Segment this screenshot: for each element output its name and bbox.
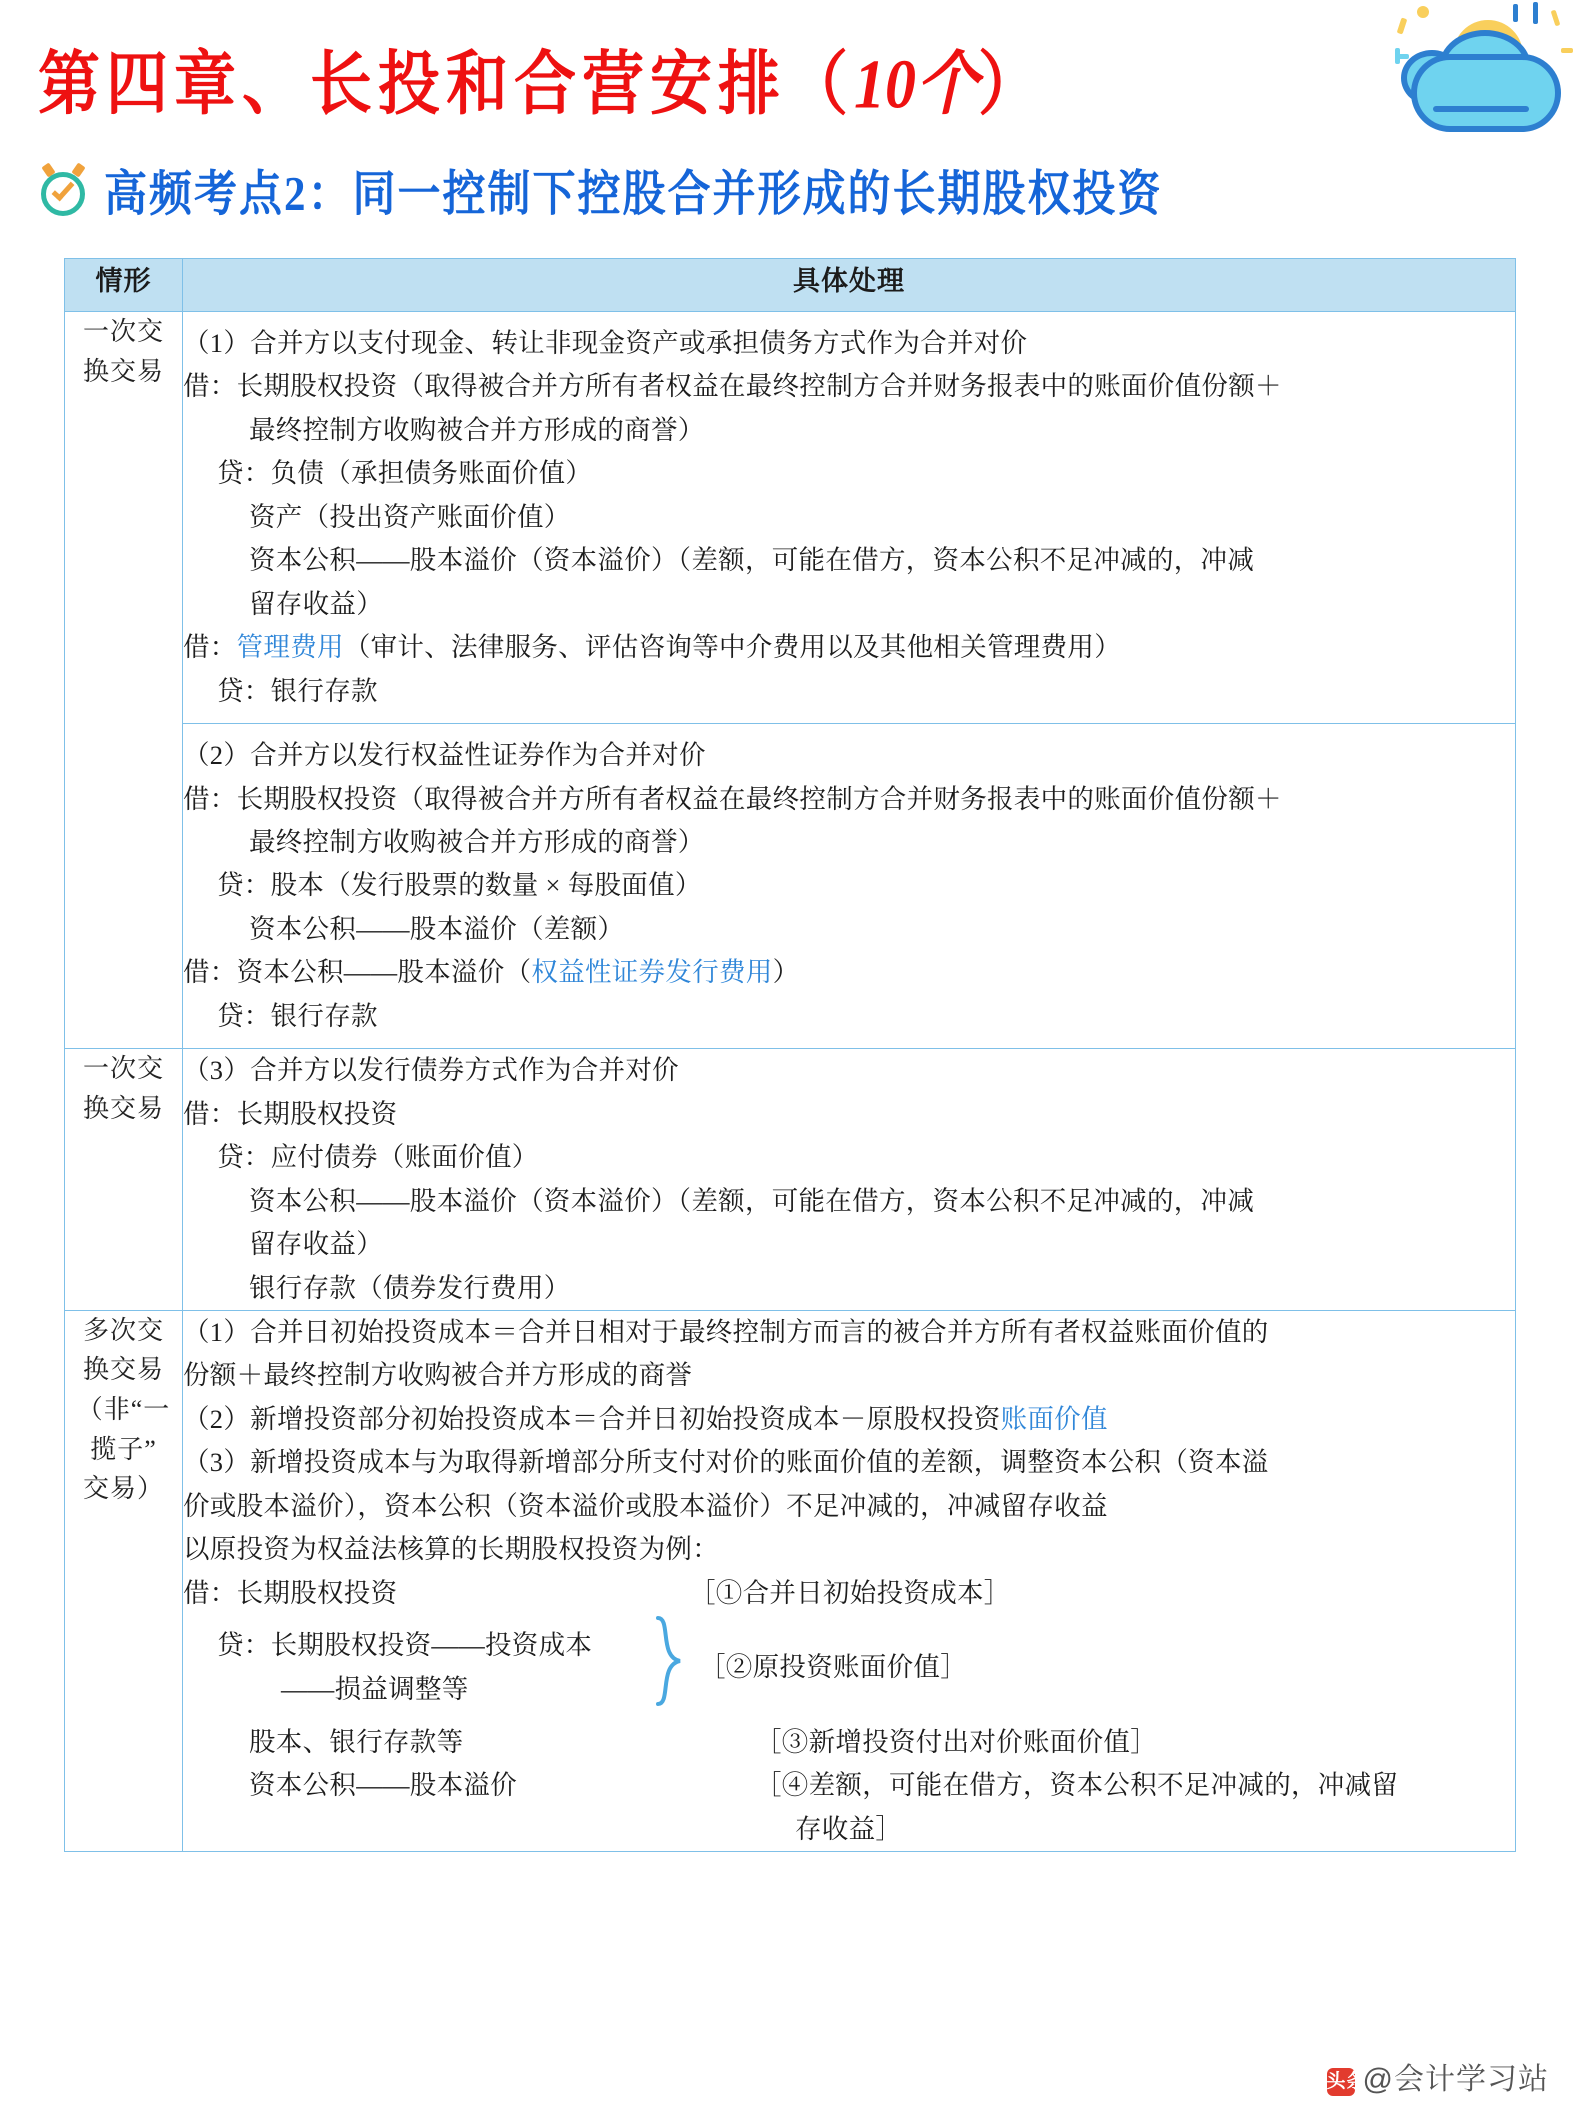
table-row: [65, 1049, 1516, 1311]
treatment-line: （2）新增投资部分初始投资成本＝合并日初始投资成本－原股权投资账面价值: [183, 1403, 1108, 1434]
journal-entry-note: ［③新增投资付出对价账面价值］: [755, 1726, 1157, 1757]
treatment-line: （1）合并方以支付现金、转让非现金资产或承担债务方式作为合并对价: [183, 328, 1028, 358]
treatment-cell: [183, 312, 1516, 724]
case-label-line: 多次交: [82, 1315, 164, 1345]
case-label-line: （非“一: [76, 1395, 171, 1424]
journal-entry-account: 贷：长期股权投资——投资成本: [217, 1630, 593, 1661]
watermark-badge: 头条: [1327, 2068, 1355, 2096]
highlighted-term: 权益性证券发行费用: [531, 957, 773, 988]
journal-entry-block: [183, 1572, 1515, 1851]
brace-icon: [653, 1572, 689, 1615]
treatment-line: 留存收益）: [249, 1229, 383, 1260]
treatment-line: 资本公积——股本溢价（资本溢价）（差额，可能在借方，资本公积不足冲减的，冲减: [249, 1185, 1255, 1216]
braced-entry-group: [183, 1615, 1515, 1720]
brace-icon: [719, 1764, 755, 1807]
treatment-line: 最终控制方收购被合并方形成的商誉）: [249, 414, 705, 445]
clock-check-icon: [38, 164, 92, 218]
journal-entry-note: ［④差额，可能在借方，资本公积不足冲减的，冲减留: [755, 1770, 1399, 1801]
column-header-case: 情形: [65, 259, 183, 312]
treatment-line: 贷：负债（承担债务账面价值）: [217, 458, 593, 489]
treatment-line: （3）合并方以发行债券方式作为合并对价: [183, 1055, 679, 1086]
journal-entry-row: [183, 1721, 1515, 1764]
case-label-line: 换交易: [82, 1355, 164, 1385]
case-label-cell: [65, 1310, 183, 1851]
watermark-text: @会计学习站: [1362, 2063, 1549, 2096]
braced-accounts: [183, 1624, 653, 1711]
journal-entry-row: [183, 1572, 1515, 1615]
table-header-row: [65, 259, 1516, 312]
treatment-cell: [183, 724, 1516, 1049]
journal-entry-account: 股本、银行存款等: [249, 1726, 464, 1757]
column-header-treatment: 具体处理: [183, 259, 1516, 312]
highlighted-term: 管理费用: [236, 632, 344, 663]
brace-icon: [719, 1721, 755, 1764]
treatment-line: 银行存款（债券发行费用）: [249, 1272, 571, 1303]
brace-icon: [719, 1808, 755, 1851]
treatment-line: 最终控制方收购被合并方形成的商誉）: [249, 826, 705, 857]
journal-entry-account: 资本公积——股本溢价: [249, 1770, 517, 1801]
treatment-line: 以原投资为权益法核算的长期股权投资为例：: [183, 1534, 719, 1565]
treatment-line: （2）合并方以发行权益性证券作为合并对价: [183, 740, 706, 771]
treatment-line: 借：资本公积——股本溢价（权益性证券发行费用）: [183, 957, 800, 988]
case-label-line: 揽子”: [90, 1434, 157, 1464]
case-label-line: 换交易: [82, 1093, 164, 1123]
case-label-line: 交易）: [82, 1474, 164, 1504]
kaodian-label: 高频考点2：同一控制下控股合并形成的长期股权投资: [104, 168, 1163, 222]
treatment-line: （1）合并日初始投资成本＝合并日相对于最终控制方而言的被合并方所有者权益账面价值的: [183, 1316, 1269, 1347]
journal-entry-note: 存收益］: [795, 1813, 903, 1844]
case-label-cell: [65, 1049, 183, 1311]
treatment-line: 借：长期股权投资（取得被合并方所有者权益在最终控制方合并财务报表中的账面价值份额＋: [183, 783, 1282, 814]
cloud-sun-icon: [1393, 2, 1573, 147]
treatment-line: 贷：银行存款: [217, 675, 378, 706]
treatment-line: 留存收益）: [249, 588, 383, 619]
page-header: [0, 0, 1587, 250]
chapter-title: [38, 28, 1046, 128]
chapter-count: 10个: [854, 47, 979, 124]
treatment-line: 借：管理费用（审计、法律服务、评估咨询等中介费用以及其他相关管理费用）: [183, 632, 1122, 663]
table-row: [65, 724, 1516, 1049]
treatment-cell: [183, 1310, 1516, 1851]
case-label-line: 一次交: [82, 1054, 164, 1084]
treatment-line: 资本公积——股本溢价（差额）: [249, 913, 625, 944]
treatment-line: 份额＋最终控制方收购被合并方形成的商誉: [183, 1360, 693, 1391]
case-label-line: 一次交: [82, 317, 164, 346]
case-label-cell: [65, 312, 183, 1049]
treatment-table-wrapper: [64, 258, 1516, 1852]
treatment-cell: [183, 1049, 1516, 1311]
chapter-title-tail: ）: [978, 47, 1047, 124]
brace-icon: [653, 1615, 689, 1720]
journal-entry-row: [183, 1808, 1515, 1851]
treatment-line: 贷：股本（发行股票的数量 × 每股面值）: [217, 870, 702, 901]
treatment-line: 资产（投出资产账面价值）: [249, 501, 571, 532]
kaodian-row: [38, 160, 1163, 221]
journal-entry-row: [183, 1764, 1515, 1807]
treatment-line: 借：长期股权投资: [183, 1098, 398, 1129]
case-label-line: 换交易: [82, 356, 164, 386]
journal-entry-account: 借：长期股权投资: [183, 1577, 398, 1608]
treatment-table: [64, 258, 1516, 1852]
treatment-line: 贷：银行存款: [217, 1000, 378, 1031]
treatment-line: 资本公积——股本溢价（资本溢价）（差额，可能在借方，资本公积不足冲减的，冲减: [249, 545, 1255, 576]
highlighted-term: 账面价值: [1000, 1403, 1108, 1434]
journal-entry-note: ［①合并日初始投资成本］: [689, 1577, 1011, 1608]
watermark: [1327, 2054, 1549, 2098]
treatment-line: （3）新增投资成本与为取得新增部分所支付对价的账面价值的差额，调整资本公积（资本溢: [183, 1447, 1269, 1478]
table-body: [65, 312, 1516, 1852]
journal-entry-account: ——损益调整等: [281, 1673, 469, 1704]
table-row: [65, 1310, 1516, 1851]
chapter-title-main: 第四章、长投和合营安排（: [38, 47, 855, 124]
treatment-line: 价或股本溢价），资本公积（资本溢价或股本溢价）不足冲减的，冲减留存收益: [183, 1490, 1108, 1521]
journal-entry-note: ［②原投资账面价值］: [699, 1652, 967, 1683]
table-row: [65, 312, 1516, 724]
treatment-line: 借：长期股权投资（取得被合并方所有者权益在最终控制方合并财务报表中的账面价值份额＋: [183, 371, 1282, 402]
treatment-line: 贷：应付债券（账面价值）: [217, 1142, 539, 1173]
